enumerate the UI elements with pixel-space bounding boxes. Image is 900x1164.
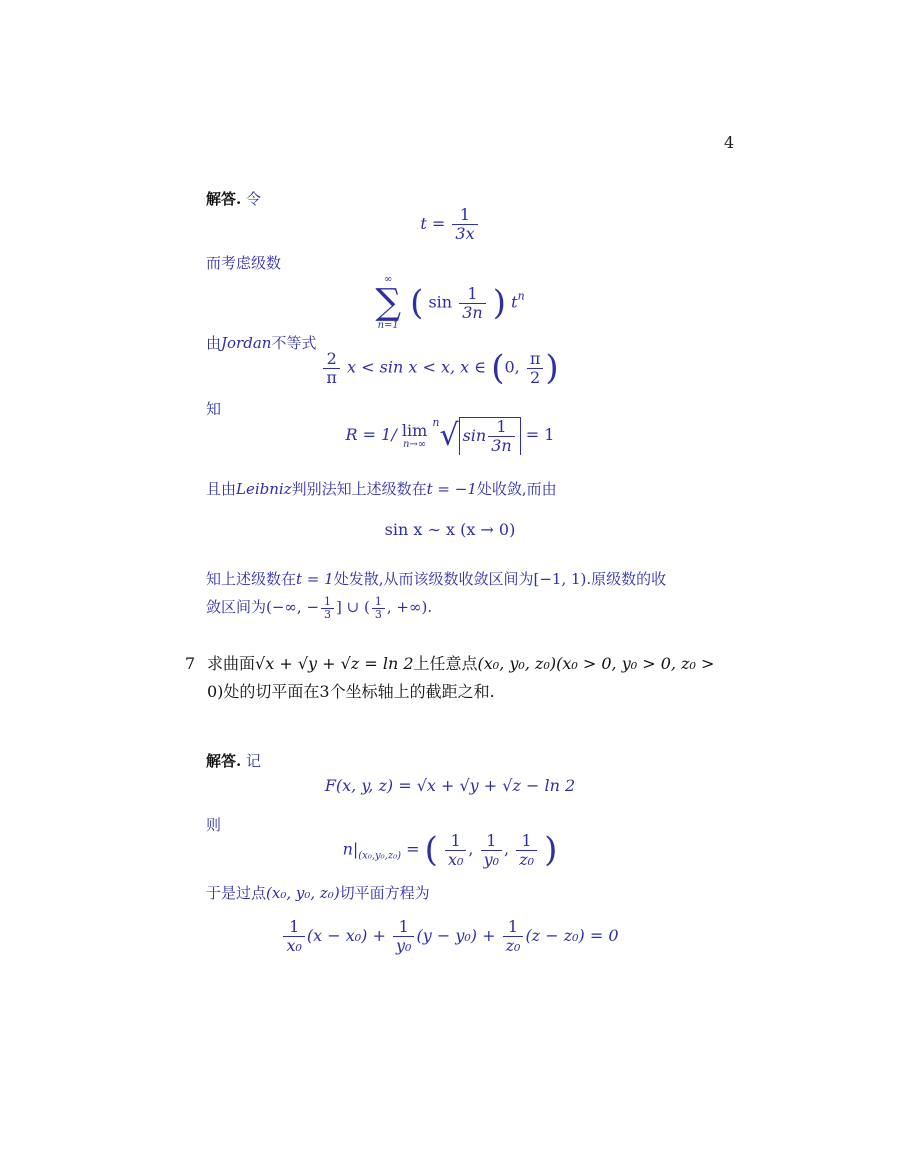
solution-intro: 令	[246, 190, 262, 208]
solution-heading: 解答.	[206, 752, 242, 770]
solution2-heading-line	[206, 748, 261, 774]
problem-7	[185, 650, 745, 706]
equation-series: ∞ ∑ n=1 ( sin $\frac{1}{3n}$ ) $t^n$	[375, 274, 525, 331]
equation-F-definition: F(x, y, z) = √x + √y + √z − ln 2	[324, 776, 576, 795]
problem-7-line-1: 求曲面√x + √y + √z = ln 2上任意点(x₀, y₀, z₀)(x₀ > 0, y₀ > 0, z₀ >	[207, 654, 715, 673]
tangent-plane-intro: 于是过点(x₀, y₀, z₀)切平面方程为	[206, 884, 430, 902]
solution-heading: 解答.	[206, 190, 242, 208]
conclusion-line-2: 敛区间为(−∞, − $\frac{1}{3}$ ] ∪ ( $\frac{1}{3}$ , +∞).	[206, 594, 433, 621]
equation-t-definition: t = $\frac{1}{3x}$	[0, 206, 900, 243]
equation-tangent-plane: $\frac{1}{\text{x₀}}$ (x − x₀) + $\frac{1}{\text{y₀}}$ (y − y₀) + $\frac{1}{\text{z₀}}$ (z − z₀) = 0	[0, 918, 900, 955]
solution-intro: 记	[246, 752, 262, 770]
consider-series-text: 而考虑级数	[206, 254, 282, 272]
equation-jordan-inequality: $\frac{2}{\pi}$ x < sin x < x, x ∈ (0, $\frac{\pi}{2}$ )	[0, 348, 890, 388]
jordan-line: 由Jordan不等式	[206, 334, 317, 352]
conclusion-line-1: 知上述级数在t = 1处发散,从而该级数收敛区间为[−1, 1).原级数的收	[206, 570, 667, 588]
leibniz-line: 且由Leibniz判别法知上述级数在t = −1处收敛,而由	[206, 480, 557, 498]
equation-equivalence: sin x ∼ x (x → 0)	[384, 520, 516, 539]
equation-radius: R = 1/ lim n→∞ $^n$√ sin $\frac{1}{3n}$ = 1	[345, 416, 555, 455]
then-text: 则	[206, 816, 222, 834]
know-text: 知	[206, 400, 222, 418]
problem-7-line-2: 0)处的切平面在3个坐标轴上的截距之和.	[207, 682, 495, 701]
page-number: 4	[724, 133, 735, 152]
problem-number: 7	[185, 654, 196, 673]
equation-normal-vector: $n|_{(x_0,y_0,z_0)}$ = ( $\frac{1}{\text{x₀}}$ , $\frac{1}{\text{y₀}}$ , $\frac{1}{\text{z₀}}$ )	[342, 830, 558, 870]
